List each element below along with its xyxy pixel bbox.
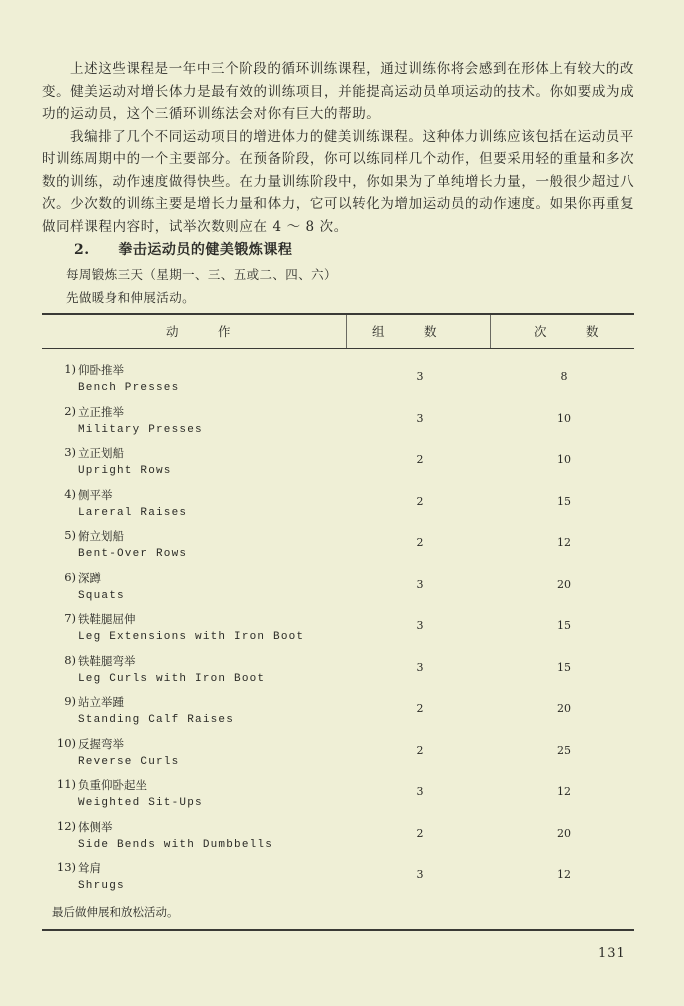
reps-value: 20 [557,577,571,591]
sets-value: 3 [416,619,424,632]
sets-value: 2 [416,494,424,508]
exercise-name-english: Standing Calf Raises [78,714,235,726]
section-title: 拳击运动员的健美锻炼课程 [118,242,293,258]
exercise-name-chinese: 仰卧推举 [78,363,124,377]
exercise-name-chinese: 铁鞋腿屈伸 [78,612,136,626]
paragraph-1: 上述这些课程是一年中三个阶段的循环训练课程，通过训练你将会感到在形体上有较大的改变。健美运动对增长体力是最有效的训练项目，并能提高运动员单项运动的技术。你如要成为成功的运动员，这个三循环训练法会对你有巨大的帮助。 [42,61,635,122]
exercise-name-chinese: 体侧举 [78,819,113,834]
sets-value: 3 [416,868,424,881]
exercise-name-english: Leg Curls with Iron Boot [78,672,266,685]
exercise-name-english: Military Presses [78,423,203,436]
section-heading [74,239,292,259]
table-row [0,570,684,611]
exercise-number: 5) [64,528,76,542]
exercise-name-chinese: 反握弯举 [78,736,124,751]
exercise-name-chinese: 俯立划船 [78,529,124,543]
exercise-number: 6) [64,569,76,584]
table-row [0,611,684,652]
exercise-name-english: Upright Rows [78,465,172,477]
exercise-name-chinese: 深蹲 [78,570,101,585]
table-row [0,819,684,860]
header-divider-1 [346,315,347,348]
section-number: 2. [74,242,90,258]
reps-value: 8 [560,370,568,383]
table-row [0,487,684,528]
exercise-number: 1) [64,362,76,376]
reps-value: 12 [557,785,571,798]
sets-value: 2 [416,536,424,549]
exercise-number: 8) [64,652,76,667]
exercise-name-english: Leg Extensions with Iron Boot [78,631,305,643]
exercise-name-english: Bench Presses [78,382,180,394]
exercise-name-chinese: 侧平举 [78,487,113,502]
exercise-number: 4) [64,486,76,501]
exercise-name-chinese: 负重仰卧起坐 [78,778,147,792]
reps-value: 20 [557,826,571,840]
sets-value: 2 [416,453,424,466]
reps-value: 15 [557,660,571,674]
reps-value: 12 [557,868,571,881]
table-row [0,445,684,486]
reps-value: 25 [557,743,571,757]
schedule-note: 每周锻炼三天（星期一、三、五或二、四、六） [66,267,337,282]
exercise-name-english: Weighted Sit-Ups [78,797,203,809]
exercise-number: 11) [56,777,76,791]
exercise-number: 12) [56,818,76,833]
exercise-number: 2) [64,403,76,418]
paragraph-2: 我编排了几个不同运动项目的增进体力的健美训练课程。这种体力训练应该包括在运动员平时训练周期中的一个主要部分。在预备阶段，你可以练同样几个动作，但要采用轻的重量和多次数的训练，动作速度做得快些。在力量训练阶段中，你如果为了单纯增长力量，一般很少超过八次。少次数的训练主要是增长力量和体力，它可以转化为增加运动员的动作速度。如果你再重复做同样课程内容时，试举次数则应在 4 ～ 8 次。 [42,128,635,235]
table-top-rule [42,313,634,315]
sets-value: 3 [416,577,424,591]
table-row [0,528,684,569]
exercise-name-english: Squats [78,589,125,602]
exercise-name-english: Reverse Curls [78,755,180,768]
table-footer-note: 最后做伸展和放松活动。 [52,905,179,919]
header-exercise: 动 作 [166,324,232,339]
table-row [0,777,684,818]
exercise-name-english: Bent-Over Rows [78,548,188,560]
exercise-number: 9) [64,694,76,708]
table-bottom-rule [42,929,634,931]
sets-value: 2 [416,743,424,757]
table-row [0,653,684,694]
sets-value: 2 [416,702,424,715]
sets-value: 3 [416,370,424,383]
header-sets: 组 数 [372,324,438,339]
sets-value: 3 [416,411,424,425]
exercise-name-chinese: 站立举踵 [78,695,124,709]
sets-value: 3 [416,785,424,798]
body-text [42,58,636,238]
exercise-number: 10) [56,735,76,750]
reps-value: 10 [557,411,571,425]
reps-value: 15 [557,619,571,632]
table-row [0,404,684,445]
exercise-name-chinese: 耸肩 [78,861,101,875]
exercise-name-chinese: 立正推举 [78,404,124,419]
table-row [0,362,684,403]
table-row [0,736,684,777]
exercise-name-chinese: 铁鞋腿弯举 [78,653,136,668]
reps-value: 20 [557,702,571,715]
exercise-number: 13) [56,860,76,874]
page-number: 131 [598,946,626,961]
exercise-number: 7) [64,611,76,625]
exercise-name-english: Side Bends with Dumbbells [78,838,274,851]
table-row [0,860,684,901]
sets-value: 2 [416,826,424,840]
exercise-name-chinese: 立正划船 [78,446,124,460]
table-header-rule [42,348,634,349]
exercise-name-english: Shrugs [78,880,125,892]
sets-value: 3 [416,660,424,674]
exercise-name-english: Lareral Raises [78,506,188,519]
header-divider-2 [490,315,491,348]
header-reps: 次 数 [534,324,600,339]
exercise-number: 3) [64,445,76,459]
table-row [0,694,684,735]
reps-value: 12 [557,536,571,549]
warmup-note: 先做暖身和伸展活动。 [66,290,196,305]
reps-value: 10 [557,453,571,466]
reps-value: 15 [557,494,571,508]
